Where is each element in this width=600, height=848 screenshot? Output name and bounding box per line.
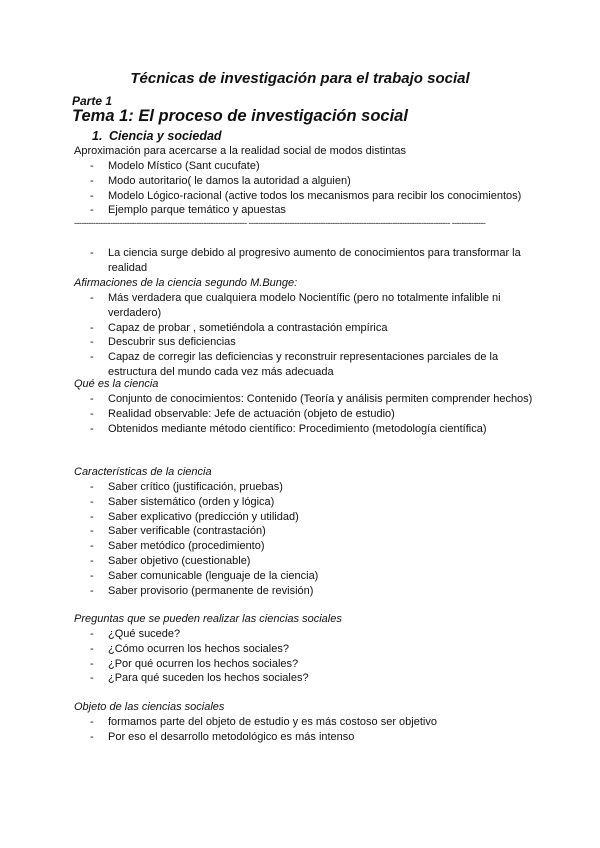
part-label: Parte 1 bbox=[72, 94, 113, 108]
list-item: - ¿Qué sucede? bbox=[90, 628, 181, 640]
list-item: - Saber metódico (procedimiento) bbox=[90, 540, 265, 553]
preguntas-list bbox=[90, 627, 540, 686]
list-item: - Modelo Místico (Sant cucufate) bbox=[90, 160, 260, 172]
list-item: - Saber explicativo (predicción y utilidad) bbox=[90, 510, 299, 523]
document-title: Técnicas de investigación para el trabajo social bbox=[130, 70, 470, 87]
preguntas-heading: Preguntas que se pueden realizar las ciencias sociales bbox=[74, 613, 342, 625]
list-item: - Saber objetivo (cuestionable) bbox=[90, 554, 251, 567]
list-item: - Saber sistemático (orden y lógica) bbox=[90, 495, 275, 508]
objeto-heading: Objeto de las ciencias sociales bbox=[74, 701, 225, 713]
subsection-heading bbox=[92, 129, 222, 143]
intro-list bbox=[90, 159, 540, 218]
list-item: - ¿Para qué suceden los hechos sociales? bbox=[90, 672, 309, 685]
list-item: - Descubrir sus deficiencias bbox=[90, 336, 236, 349]
list-item: - Saber comunicable (lenguaje de la ciencia) bbox=[90, 569, 319, 582]
list-item: - Obtenidos mediante método científico: Procedimiento (metodología científica) bbox=[90, 422, 487, 435]
subsection-title: Ciencia y sociedad bbox=[109, 129, 222, 143]
caracteristicas-heading: Características de la ciencia bbox=[74, 466, 212, 478]
intro-text: Aproximación para acercarse a la realidad social de modos distintas bbox=[74, 145, 407, 157]
que-es-heading: Qué es la ciencia bbox=[74, 378, 159, 390]
topic-title: Tema 1: El proceso de investigación social bbox=[72, 107, 408, 125]
dashed-divider: ------------------------------------------------------------------------ ------------------------------------------------------------------------------------ -------------- bbox=[74, 218, 486, 228]
list-item: - formamos parte del objeto de estudio y es más costoso ser objetivo bbox=[90, 716, 437, 728]
caracteristicas-list bbox=[90, 480, 540, 598]
list-item: - Conjunto de conocimientos: Contenido (Teoría y análisis permiten comprender hechos) bbox=[90, 393, 533, 405]
list-item: - Realidad observable: Jefe de actuación (objeto de estudio) bbox=[90, 407, 395, 420]
subsection-number: 1. bbox=[92, 129, 103, 143]
list-item: - Capaz de probar , sometiéndola a contrastación empírica bbox=[90, 321, 388, 334]
list-item: - Saber crítico (justificación, pruebas) bbox=[90, 481, 283, 493]
list-item: - Más verdadera que cualquiera modelo Nocientífic (pero no totalmente infalible ni verdadero) bbox=[90, 292, 501, 319]
list-item: - Ejemplo parque temático y apuestas bbox=[90, 204, 286, 217]
list-item: - ¿Cómo ocurren los hechos sociales? bbox=[90, 642, 289, 655]
list-item: - Modo autoritario( le damos la autoridad a alguien) bbox=[90, 174, 351, 187]
list-item: - ¿Por qué ocurren los hechos sociales? bbox=[90, 657, 299, 670]
list-item: - Saber provisorio (permanente de revisión) bbox=[90, 584, 314, 597]
bunge-list bbox=[90, 291, 540, 380]
list-item: - Por eso el desarrollo metodológico es más intenso bbox=[90, 730, 355, 743]
que-es-list bbox=[90, 392, 540, 436]
list-item: - La ciencia surge debido al progresivo aumento de conocimientos para transformar la realidad bbox=[90, 247, 521, 274]
list-item: - Saber verificable (contrastación) bbox=[90, 525, 266, 538]
list-item: - Capaz de corregir las deficiencias y reconstruir representaciones parciales de la estructura del mundo cada vez más adecuada bbox=[90, 351, 499, 378]
science-list bbox=[90, 246, 540, 276]
objeto-list bbox=[90, 715, 540, 745]
list-item: - Modelo Lógico-racional (active todos los mecanismos para recibir los conocimientos) bbox=[90, 189, 522, 202]
bunge-heading: Afirmaciones de la ciencia segundo M.Bunge: bbox=[74, 277, 298, 289]
